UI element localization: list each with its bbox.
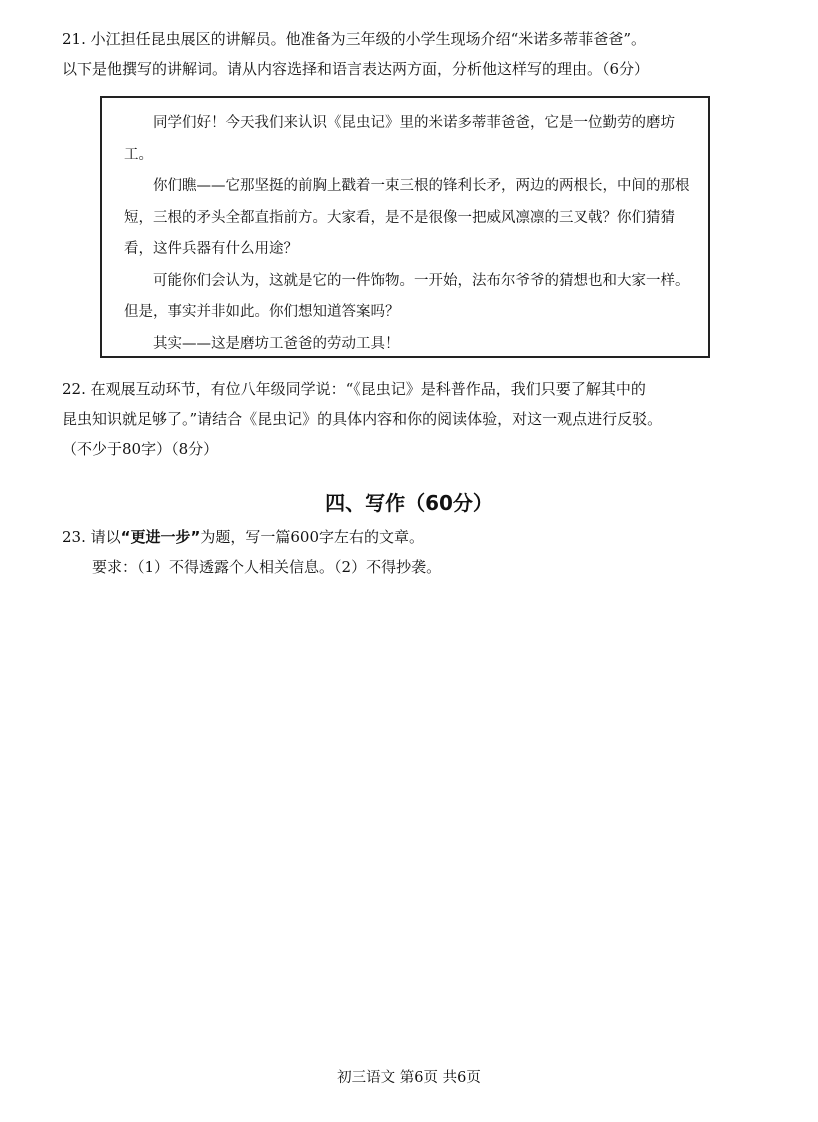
- passage-paragraph-3: 可能你们会认为，这就是它的一件饰物。一开始，法布尔爷爷的猜想也和大家一样。但是，事实并非如此。你们想知道答案吗？: [124, 272, 690, 320]
- question-number: 22.: [62, 380, 86, 398]
- prompt-prefix: 请以: [90, 528, 121, 546]
- question-text: 在观展互动环节，有位八年级同学说：“《昆虫记》是科普作品，我们只要了解其中的: [90, 380, 646, 398]
- passage-paragraph-4: 其实——这是磨坊工爸爸的劳动工具！: [153, 335, 400, 352]
- question-23-requirements: 要求：（1）不得透露个人相关信息。（2）不得抄袭。: [92, 558, 442, 576]
- question-number: 21.: [62, 30, 86, 48]
- essay-title: “更进一步”: [120, 528, 201, 546]
- question-text: 小江担任昆虫展区的讲解员。他准备为三年级的小学生现场介绍“米诺多蒂菲爸爸”。: [90, 30, 646, 48]
- page-footer: 初三语文 第6页 共6页: [337, 1070, 481, 1086]
- question-22-line-1: [62, 374, 762, 404]
- question-21: [62, 24, 762, 84]
- passage-paragraph-1: 同学们好！今天我们来认识《昆虫记》里的米诺多蒂菲爸爸，它是一位勤劳的磨坊工。: [124, 115, 675, 163]
- question-number: 23.: [62, 528, 86, 546]
- question-21-line-1: [62, 24, 762, 54]
- writing-section-title: 四、写作（60分）: [325, 491, 493, 515]
- question-23-prompt: [62, 522, 762, 552]
- narration-passage-box: [100, 96, 710, 358]
- question-22-line-3: （不少于80字）（8分）: [62, 440, 219, 458]
- question-21-line-2: 以下是他撰写的讲解词。请从内容选择和语言表达两方面，分析他这样写的理由。（6分）: [62, 60, 650, 78]
- question-22: [62, 374, 762, 464]
- question-22-line-2: 昆虫知识就足够了。”请结合《昆虫记》的具体内容和你的阅读体验，对这一观点进行反驳。: [62, 410, 663, 428]
- prompt-suffix: 为题，写一篇600字左右的文章。: [200, 528, 425, 546]
- question-23: [62, 522, 762, 582]
- passage-paragraph-2: 你们瞧——它那坚挺的前胸上戳着一束三根的锋利长矛，两边的两根长，中间的那根短，三根的矛头全都直指前方。大家看，是不是很像一把威风凛凛的三叉戟？你们猜猜看，这件兵器有什么用途？: [124, 178, 690, 257]
